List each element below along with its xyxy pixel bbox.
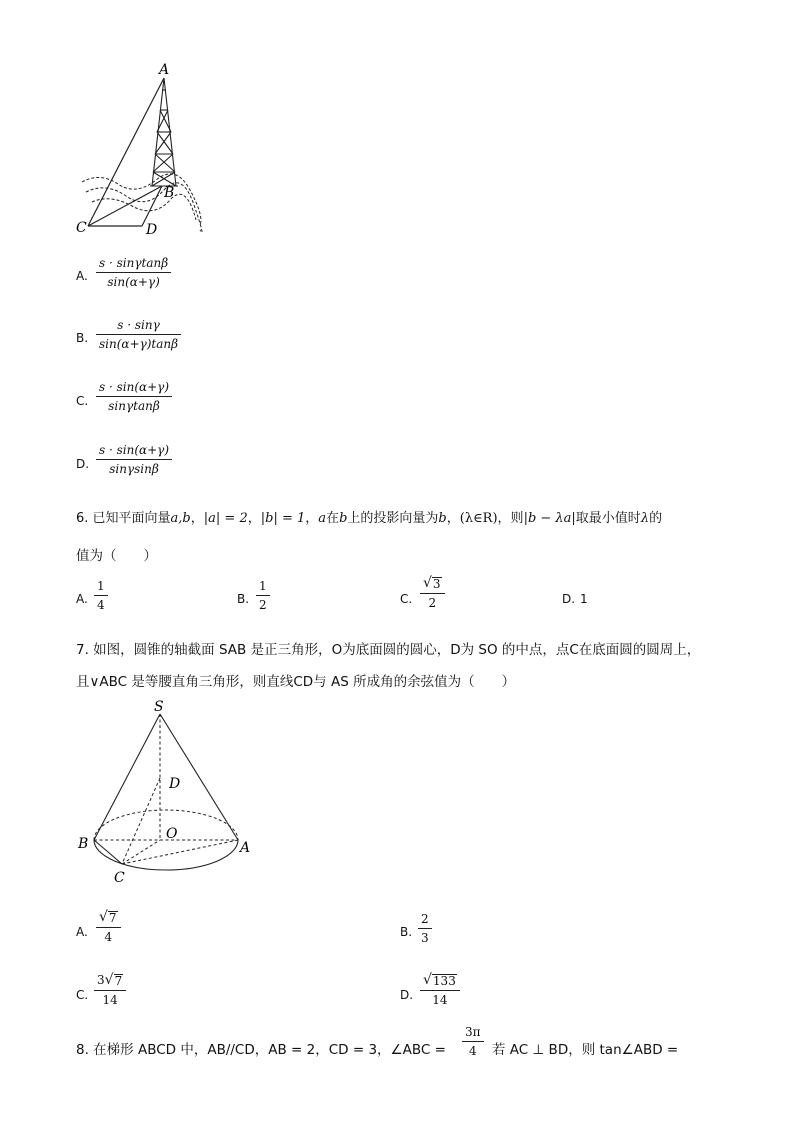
q6-option-a-fraction: 1 4 [94, 580, 108, 611]
q7-option-b-label: B. [400, 925, 413, 939]
cone-label-D: D [169, 776, 181, 792]
q6-option-c-fraction: √ 3 2 [420, 576, 445, 609]
tower-figure [70, 60, 210, 240]
q5-option-d-label: D. [76, 457, 90, 471]
q7-option-b-fraction: 2 3 [418, 913, 432, 944]
q6-option-d-label: D. [562, 592, 576, 606]
q6-option-b-fraction: 1 2 [256, 580, 270, 611]
q7-option-a-fraction: √ 7 4 [96, 910, 121, 943]
q6-stem-line2: 值为（ ） [76, 548, 157, 564]
label-C: C [76, 220, 87, 236]
q8-stem-part2: 若 AC ⊥ BD，则 tan∠ABD = [492, 1042, 679, 1058]
label-D: D [146, 222, 158, 238]
q6-option-d-value: 1 [580, 592, 588, 606]
cone-label-S: S [154, 700, 164, 715]
q7-option-a-label: A. [76, 925, 88, 939]
q7-stem-line2: 且∨ABC 是等腰直角三角形，则直线CD与 AS 所成角的余弦值为（ ） [76, 674, 516, 690]
cone-label-C: C [114, 870, 125, 886]
q6-stem-line1: 6. 已知平面向量a,b，|a| = 2，|b| = 1，a在b上的投影向量为b，(λ∈R)，则|b − λa|取最小值时λ的 [76, 511, 663, 526]
q5-option-c-fraction: s · sin(α+γ) sinγtanβ [96, 381, 172, 412]
q7-option-c-label: C. [76, 988, 89, 1002]
label-B: B [164, 185, 175, 201]
label-A: A [159, 62, 170, 78]
q5-option-c-label: C. [76, 394, 89, 408]
cone-label-B: B [78, 836, 89, 852]
q5-option-b-fraction: s · sinγ sin(α+γ)tanβ [96, 319, 181, 350]
cone-label-A: A [240, 840, 251, 856]
q7-option-c-fraction: 3 √ 7 14 [94, 973, 126, 1006]
q7-stem-line1: 7. 如图，圆锥的轴截面 SAB 是正三角形，O为底面圆的圆心，D为 SO 的中点，点C在底面圆的圆周上， [76, 642, 701, 658]
cone-label-O: O [166, 826, 178, 842]
q7-option-d-fraction: √ 133 14 [420, 973, 460, 1006]
q6-option-a-label: A. [76, 592, 88, 606]
q5-option-a-fraction: s · sinγtanβ sin(α+γ) [96, 257, 171, 288]
q7-option-d-label: D. [400, 988, 414, 1002]
q5-option-d-fraction: s · sin(α+γ) sinγsinβ [96, 444, 172, 475]
q8-stem-part1: 8. 在梯形 ABCD 中，AB//CD，AB = 2，CD = 3，∠ABC = [76, 1042, 446, 1058]
q5-option-b-label: B. [76, 331, 89, 345]
q8-angle-fraction: 3π 4 [462, 1026, 484, 1057]
q5-option-a-label: A. [76, 269, 88, 283]
q6-option-c-label: C. [400, 592, 413, 606]
q6-option-b-label: B. [237, 592, 250, 606]
cone-figure [70, 700, 270, 890]
